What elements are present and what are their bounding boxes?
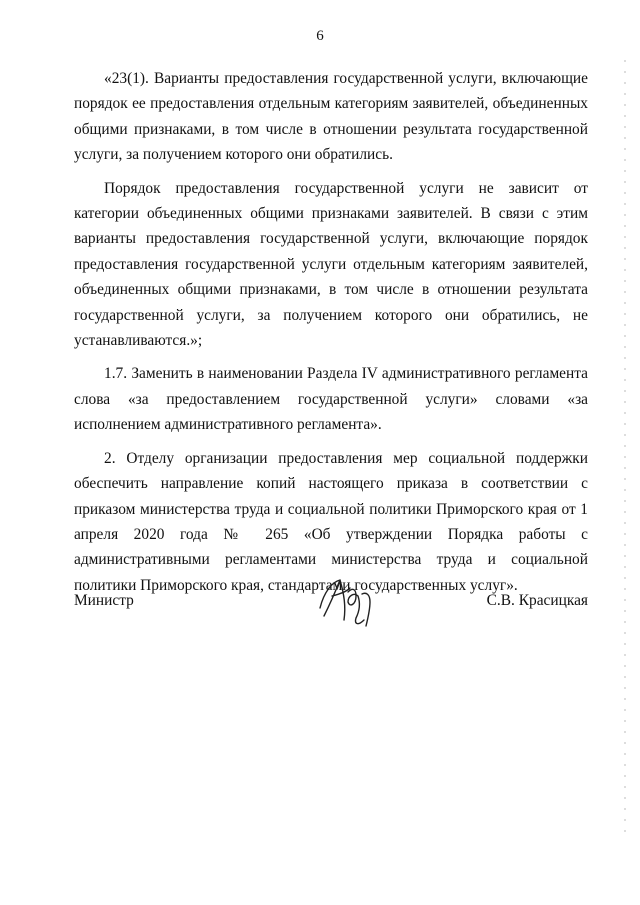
signature-block <box>74 592 588 632</box>
scan-edge-marks <box>624 60 626 840</box>
handwritten-signature <box>310 570 390 630</box>
page-number: 6 <box>316 28 324 44</box>
document-body <box>74 66 588 606</box>
paragraph-procedure: Порядок предоставления государственной услуги не зависит от категории объединенных общими признаками заявителей. В связи с этим варианты предоставления государственной услуги, включающие порядок предоставления государственной услуги отдельным категориям заявителей, объединенных общими признаками, в том числе в отношении результата государственной услуги, за получением которого они обратились, не устанавливаются.»; <box>74 179 588 350</box>
signatory-title: Министр <box>74 592 134 609</box>
paragraph-23-1: «23(1). Варианты предоставления государственной услуги, включающие порядок ее предоставления отдельным категориям заявителей, объединенных общими признаками, в том числе в отношении результата государственной услуги, за получением которого они обратились. <box>74 70 588 164</box>
signatory-name: С.В. Красицкая <box>486 592 588 609</box>
paragraph-1-7: 1.7. Заменить в наименовании Раздела IV административного регламента слова «за предоставлением государственной услуги» словами «за исполнением административного регламента». <box>74 365 588 434</box>
paragraph-2: 2. Отделу организации предоставления мер социальной поддержки обеспечить направление копий настоящего приказа в соответствии с приказом министерства труда и социальной политики Приморского края от 1 апреля 2020 года № 265 «Об утверждении Порядка работы с административными регламентами министерства труда и социальной политики Приморского края, стандартами государственных услуг». <box>74 449 588 594</box>
